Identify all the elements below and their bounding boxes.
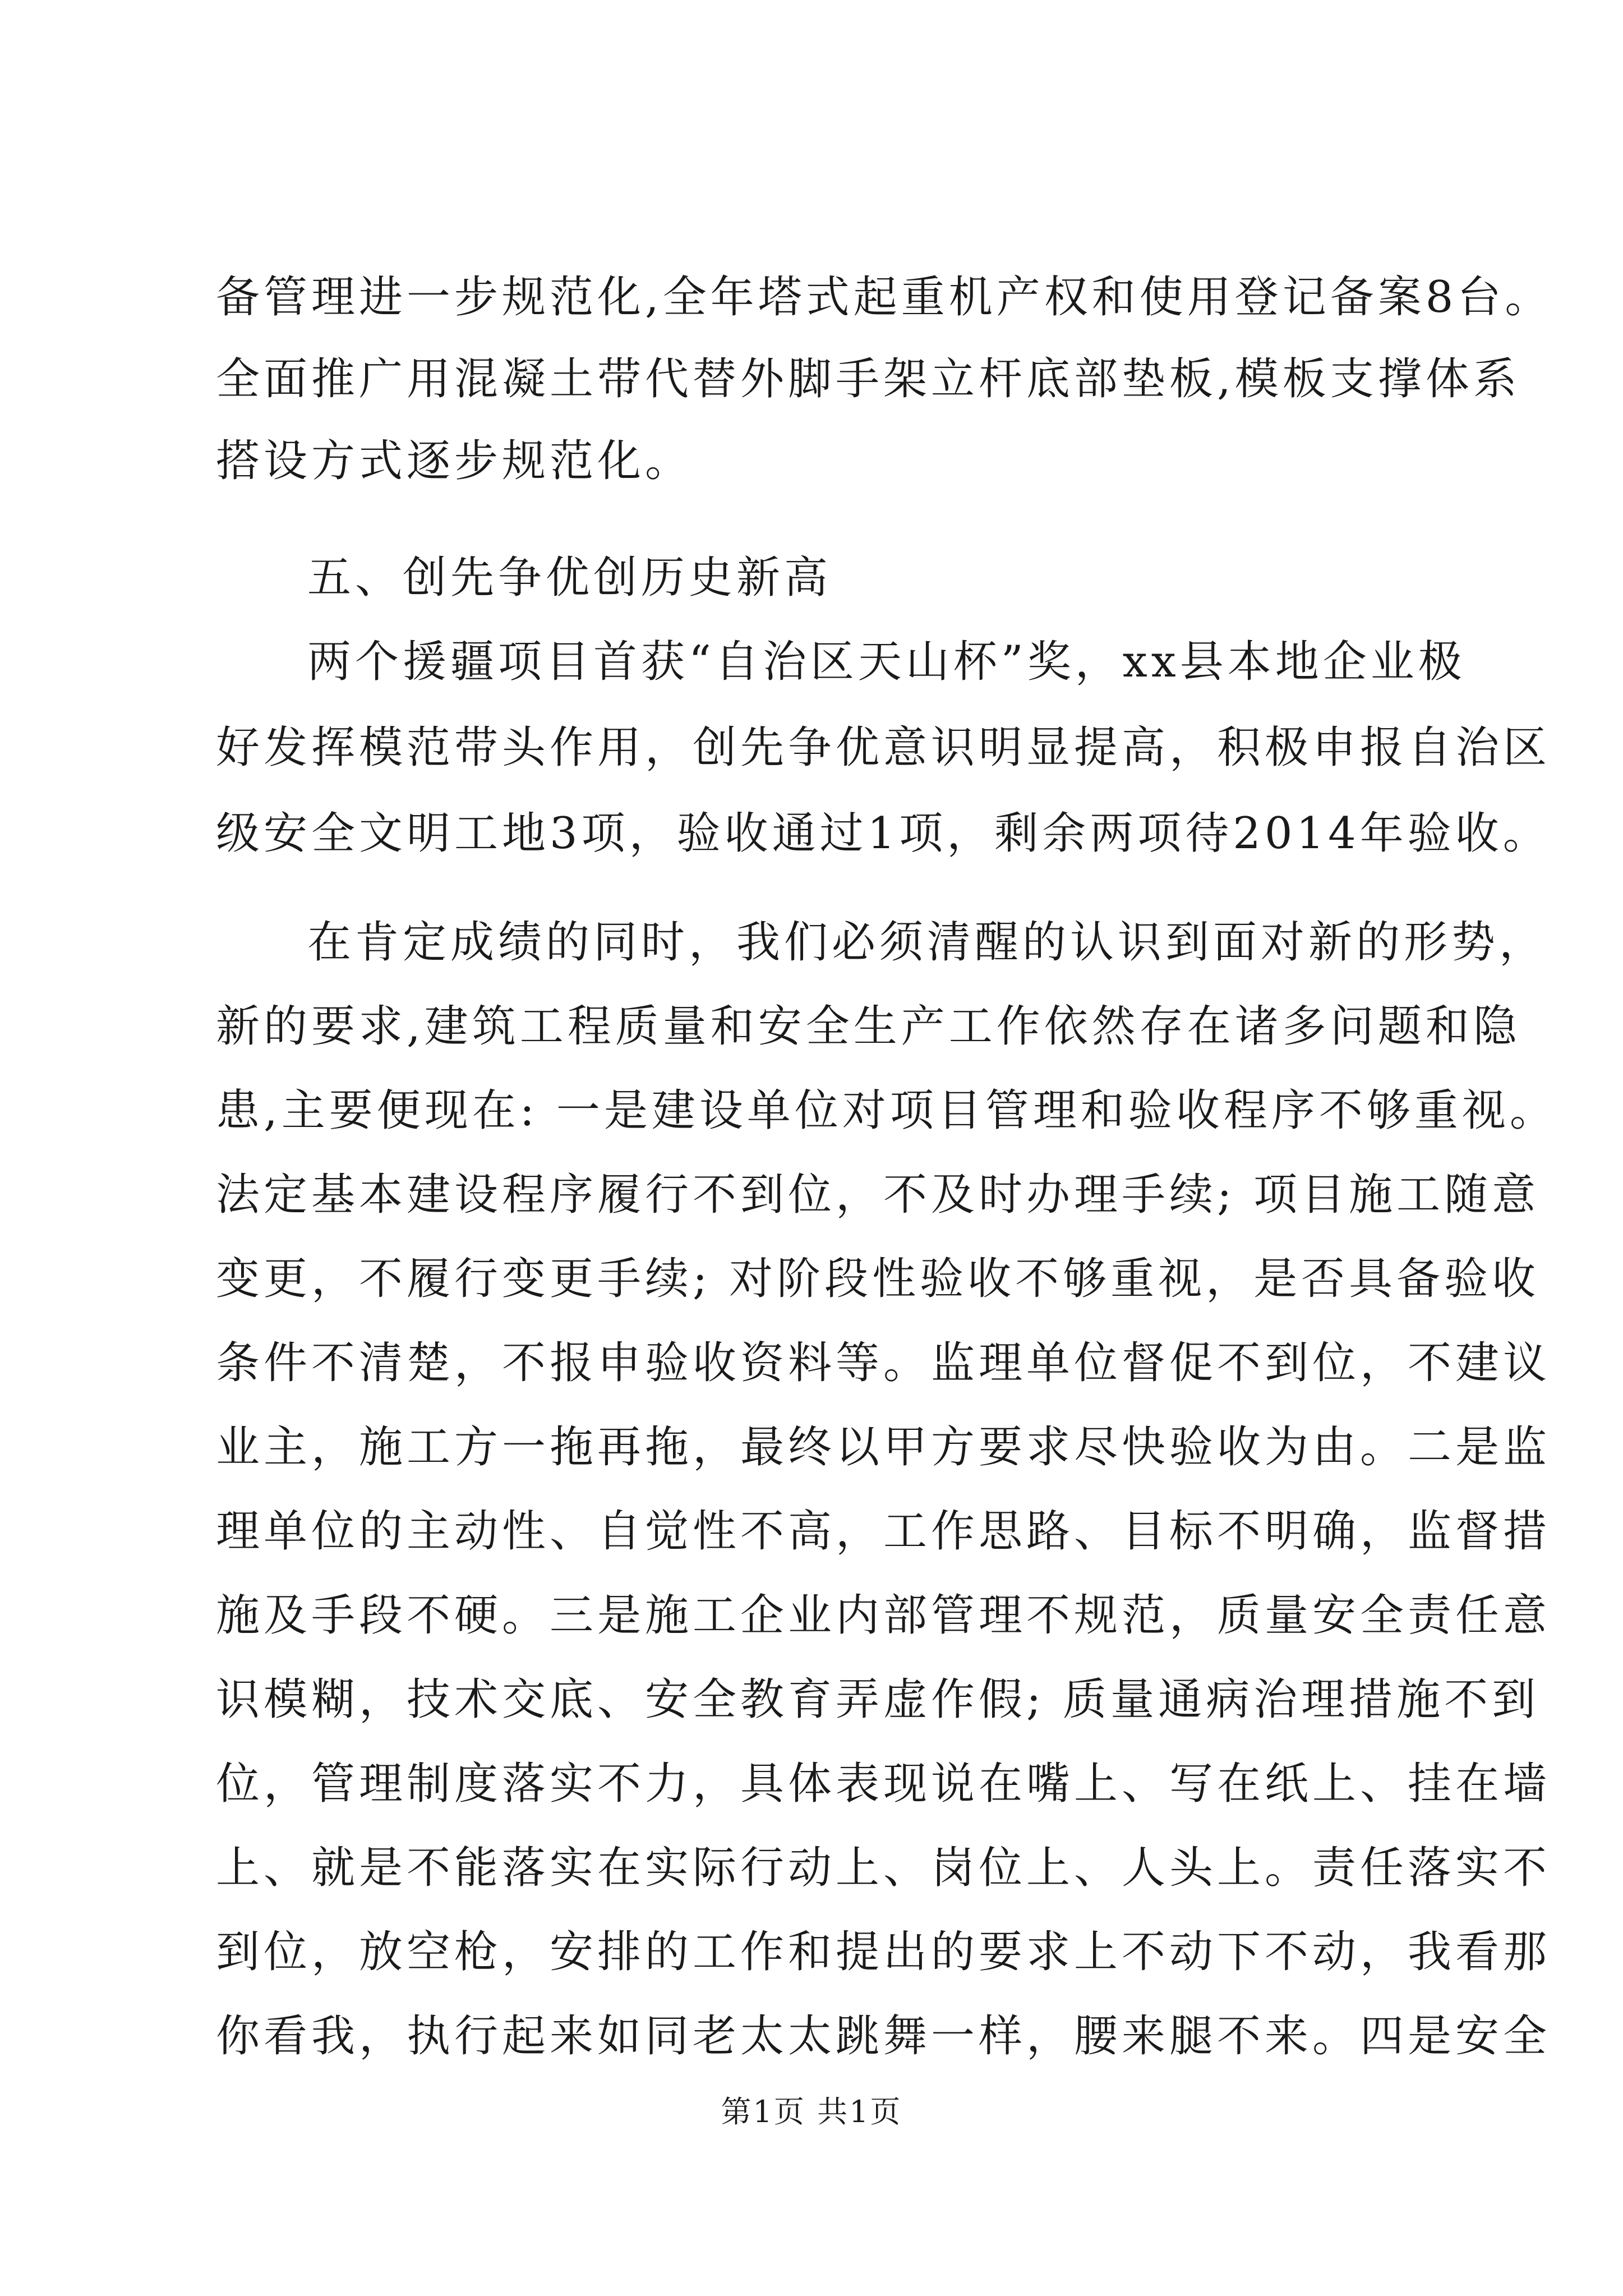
text-line: 位，管理制度落实不力，具体表现说在嘴上、写在纸上、挂在墙 — [216, 1759, 1551, 1809]
text-line: 上、就是不能落实在实际行动上、岗位上、人头上。责任落实不 — [216, 1843, 1551, 1893]
text-line: 好发挥模范带头作用，创先争优意识明显提高，积极申报自治区 — [216, 723, 1551, 773]
text-line: 级安全文明工地3项，验收通过1项，剩余两项待2014年验收。 — [216, 808, 1551, 859]
text-line: 法定基本建设程序履行不到位，不及时办理手续; 项目施工随意 — [216, 1170, 1540, 1220]
text-line: 新的要求,建筑工程质量和安全生产工作依然存在诸多问题和隐 — [216, 1001, 1521, 1052]
text-line: 到位，放空枪，安排的工作和提出的要求上不动下不动，我看那 — [216, 1927, 1551, 1977]
text-line: 变更，不履行变更手续; 对阶段性验收不够重视，是否具备验收 — [216, 1254, 1540, 1304]
text-line: 在肯定成绩的同时，我们必须清醒的认识到面对新的形势， — [307, 917, 1547, 968]
text-line: 两个援疆项目首获“自治区天山杯”奖，xx县本地企业极 — [307, 637, 1466, 687]
text-line: 业主，施工方一拖再拖，最终以甲方要求尽快验收为由。二是监 — [216, 1422, 1551, 1473]
page-footer: 第1页 共1页 — [721, 2094, 902, 2129]
text-line: 搭设方式逐步规范化。 — [216, 436, 693, 486]
text-line: 施及手段不硬。三是施工企业内部管理不规范，质量安全责任意 — [216, 1590, 1551, 1641]
text-line: 条件不清楚，不报申验收资料等。监理单位督促不到位，不建议 — [216, 1338, 1551, 1388]
text-line: 全面推广用混凝土带代替外脚手架立杆底部垫板,模板支撑体系 — [216, 354, 1521, 404]
text-line: 识模糊，技术交底、安全教育弄虚作假; 质量通病治理措施不到 — [216, 1674, 1540, 1725]
text-line: 理单位的主动性、自觉性不高，工作思路、目标不明确，监督措 — [216, 1506, 1551, 1557]
text-line: 患,主要便现在: 一是建设单位对项目管理和验收程序不够重视。 — [216, 1085, 1557, 1136]
section-heading: 五、创先争优创历史新高 — [307, 553, 832, 603]
text-line: 你看我，执行起来如同老太太跳舞一样，腰来腿不来。四是安全 — [216, 2011, 1551, 2062]
text-line: 备管理进一步规范化,全年塔式起重机产权和使用登记备案8台。 — [216, 272, 1553, 323]
